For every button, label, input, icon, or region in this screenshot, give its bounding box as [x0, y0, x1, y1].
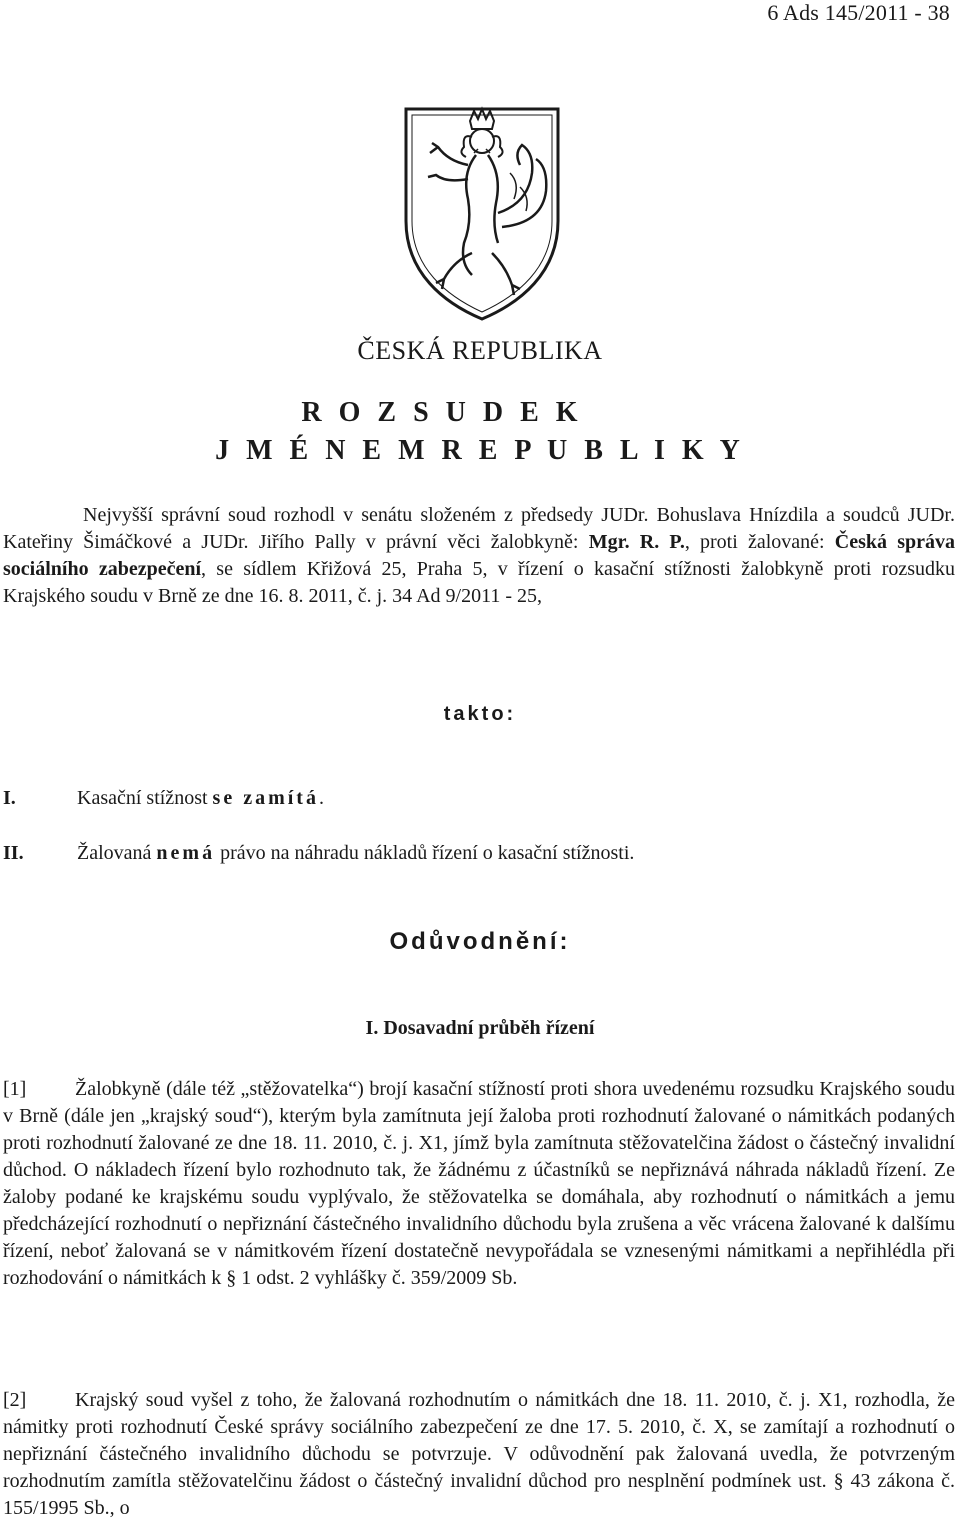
decision-item-tail: právo na náhradu nákladů řízení o kasační stížnosti.: [215, 842, 635, 864]
decision-item-emphasis: se zamítá: [212, 787, 319, 809]
verdict-subtitle: J M É N E M R E P U B L I K Y: [215, 435, 745, 466]
decision-item-emphasis: nemá: [156, 842, 216, 864]
intro-text-3: , se sídlem Křižová 25, Praha 5, v řízení o kasační stížnosti žalobkyně proti rozsudku Krajského soudu v Brně ze dne 16. 8. 2011, č. j. 34 Ad 9/2011 - 25,: [3, 558, 956, 607]
decision-item-text: Žalovaná: [77, 842, 157, 864]
case-reference: 6 Ads 145/2011 - 38: [767, 0, 950, 25]
intro-paragraph: [3, 502, 955, 610]
reasoning-paragraph: [3, 1387, 955, 1522]
decision-item-number: II.: [3, 842, 24, 864]
paragraph-text: Žalobkyně (dále též „stěžovatelka“) brojí kasační stížností proti shora uvedenému rozsudku Krajského soudu v Brně (dále jen „krajský soud“), kterým byla zamítnuta její žaloba proti rozhodnutí žalované o námitkách podaných proti rozhodnutí žalované ze dne 18. 11. 2010, č. j. X1, jímž byla zamítnuta stěžovatelčina žádost o částečný invalidní důchod. O nákladech řízení bylo rozhodnuto tak, že žádnému z účastníků se nepřiznává náhrada nákladů řízení. Ze žaloby podané ke krajskému soudu vyplývalo, že stěžovatelka se domáhala, aby rozhodnutí o námitkách a jemu předcházející rozhodnutí o nepřiznání částečného invalidního důchodu byla zrušena a věc vrácena žalované k dalšímu řízení, neboť žalovaná se v námitkovém řízení dostatečně nevypořádala se vznesenými námitkami a nepřihlédla při rozhodování o námitkách k § 1 odst. 2 vyhlášky č. 359/2009 Sb.: [3, 1078, 955, 1289]
intro-text-1: Nejvyšší správní soud rozhodl v senátu složeném z předsedy JUDr. Bohuslava Hnízdila a soudců JUDr. Kateřiny Šimáčkové a JUDr. Jiřího Pally v právní věci žalobkyně:: [3, 504, 955, 553]
coat-of-arms-icon: [402, 103, 562, 325]
reasoning-heading: Odůvodnění:: [389, 928, 571, 955]
plaintiff-name: Mgr. R. P.: [588, 531, 685, 553]
decision-label: takto:: [443, 703, 517, 725]
paragraph-number: [2]: [3, 1389, 27, 1411]
decision-item-tail: .: [318, 787, 324, 809]
reasoning-paragraph: [3, 1076, 955, 1292]
state-title: ČESKÁ REPUBLIKA: [357, 336, 603, 365]
paragraph-number: [1]: [3, 1078, 27, 1100]
verdict-title: R O Z S U D E K: [301, 397, 583, 428]
section-title: I. Dosavadní průběh řízení: [365, 1017, 595, 1039]
intro-text-2: , proti žalované:: [684, 531, 835, 553]
decision-item-text: Kasační stížnost: [77, 787, 213, 809]
paragraph-text: Krajský soud vyšel z toho, že žalovaná rozhodnutím o námitkách dne 18. 11. 2010, č. j. X1, rozhodla, že námitky proti rozhodnutí České správy sociálního zabezpečení ze dne 17. 5. 2010, č. X, se zamítají a rozhodnutí o nepřiznání částečného invalidního důchodu se potvrzuje. V odůvodnění pak žalovaná uvedla, že potvrzeným rozhodnutím zamítla stěžovatelčinu žádost o částečný invalidní důchod pro nesplnění podmínek ust. § 43 zákona č. 155/1995 Sb., o: [3, 1389, 955, 1519]
decision-item-number: I.: [3, 787, 16, 809]
defendant-name: Česká správa sociálního zabezpečení: [3, 531, 955, 580]
